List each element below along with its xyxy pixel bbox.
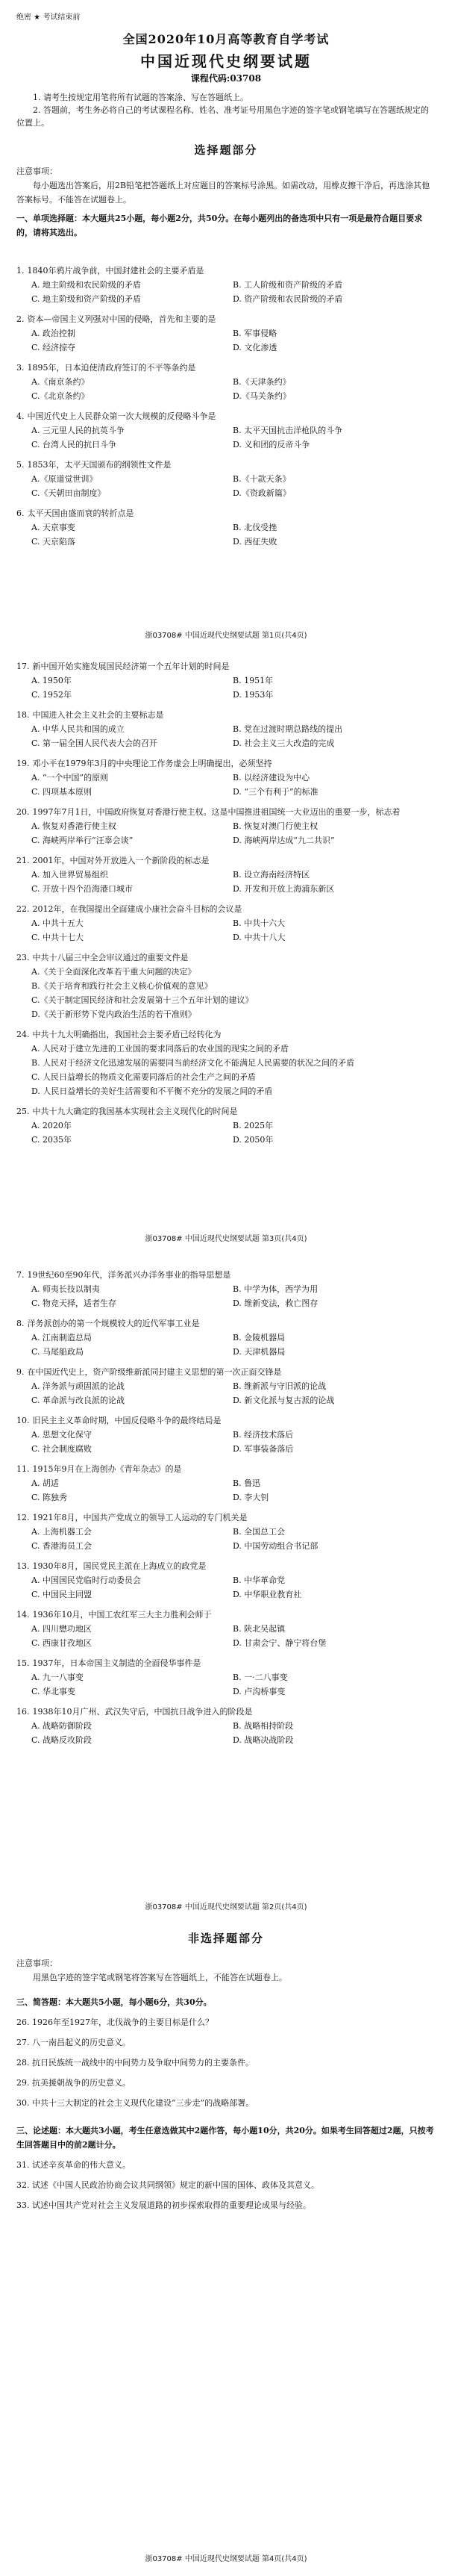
question-stem: 1997年7月1日，中国政府恢复对香港行使主权。这是中国推进祖国统一大业迈出的重要一步，标志着 — [32, 807, 401, 817]
answer-option: B. 战略相持阶段 — [233, 1721, 294, 1731]
answer-option: C. 中国民主同盟 — [31, 1590, 92, 1599]
answer-option: D. 中华职业教育社 — [233, 1590, 302, 1599]
answer-option: D. 海峡两岸达成“九二共识” — [233, 836, 335, 845]
question-item — [16, 1462, 434, 1505]
answer-option: B. 中华革命党 — [233, 1575, 286, 1585]
answer-option: D. 文化渗透 — [233, 343, 277, 352]
answer-option: D. 社会主义三大改造的完成 — [233, 738, 335, 748]
question-stem: 1853年，太平天国颁布的纲领性文件是 — [27, 460, 172, 470]
question-stem: 1895年，日本迫使清政府签订的不平等条约是 — [27, 363, 196, 373]
question-number: 9. — [16, 1367, 25, 1377]
option-list — [16, 1331, 434, 1359]
question-stem: 1840年鸦片战争前，中国封建社会的主要矛盾是 — [27, 266, 204, 276]
answer-option: A. 胡适 — [31, 1478, 59, 1488]
question-number: 6. — [16, 508, 25, 518]
exam-title: 全国2020年10月高等教育自学考试 — [122, 32, 330, 46]
option-list — [16, 1428, 434, 1456]
question-item — [16, 1365, 434, 1407]
question-item — [16, 1705, 434, 1747]
answer-option: B. 金陵机器局 — [233, 1333, 286, 1343]
answer-option: C. 华北事变 — [31, 1687, 76, 1696]
answer-option: A. 2020年 — [31, 1121, 72, 1130]
option-list — [16, 868, 434, 896]
answer-option: C. 第一届全国人民代表大会的召开 — [31, 738, 158, 748]
answer-option: D. 战略决战阶段 — [233, 1735, 294, 1745]
question-number: 10. — [16, 1416, 30, 1425]
question-number: 14. — [16, 1610, 30, 1620]
answer-option: A. 上海机器工会 — [31, 1527, 92, 1537]
answer-option: B. 维新派与守旧派的论战 — [233, 1381, 327, 1391]
answer-option: B. 人民对于经济文化迅速发展的需要同当前经济文化不能满足人民需要的状况之间的矛盾 — [31, 1058, 355, 1068]
question-number: 1. — [16, 266, 25, 276]
answer-option: C. 1952年 — [31, 690, 72, 700]
answer-option: A. 洋务派与顽固派的论战 — [31, 1381, 125, 1391]
question-number: 20. — [16, 807, 30, 817]
answer-option: D. 中国劳动组合书记部 — [233, 1541, 318, 1551]
answer-option: D.《关于新形势下党内政治生活的若干准则》 — [31, 1009, 196, 1019]
answer-option: C. 物竞天择，适者生存 — [31, 1298, 117, 1308]
answer-option: D. 开发和开放上海浦东新区 — [233, 884, 335, 894]
answer-option: C. 战略反攻阶段 — [31, 1735, 92, 1745]
option-list — [16, 1379, 434, 1407]
question-stem: 中共十八届三中全会审议通过的重要文件是 — [32, 953, 189, 962]
answer-option: C. 陈独秀 — [31, 1493, 68, 1502]
answer-option: A. 中共十五大 — [31, 918, 84, 928]
question-item — [16, 805, 434, 847]
single-choice-heading: 一、单项选择题：本大题共25小题，每小题2分，共50分。在每小题列出的备选项中只有一项是最符合题目要求的，请将其选出。 — [16, 214, 423, 237]
question-stem: 中共十九大明确指出，我国社会主要矛盾已经转化为 — [32, 1030, 222, 1039]
essay-question: 32. 试述《中国人民政治协商会议共同纲领》规定的新中国的国体、政体及其意义。 — [16, 2180, 319, 2190]
option-list — [16, 916, 434, 945]
short-answer-question: 29. 抗美援朝战争的历史意义。 — [16, 2078, 131, 2088]
option-list — [16, 520, 434, 549]
question-stem: 1937年，日本帝国主义制造的全面侵华事件是 — [32, 1658, 201, 1668]
question-number: 5. — [16, 460, 25, 470]
question-number: 15. — [16, 1658, 30, 1668]
questions-group-c — [16, 1262, 434, 1747]
answer-option: A. 政治控制 — [31, 329, 75, 338]
question-number: 21. — [16, 856, 30, 865]
option-list — [16, 278, 434, 306]
question-item — [16, 1104, 434, 1147]
question-stem: 新中国开始实施发展国民经济第一个五年计划的时间是 — [32, 662, 230, 671]
answer-option: B. 工人阶级和资产阶级的矛盾 — [233, 280, 343, 290]
question-number: 17. — [16, 662, 30, 671]
question-stem: 洋务派创办的第一个规模较大的近代军事工业是 — [27, 1319, 200, 1328]
answer-option: C. 马尾船政局 — [31, 1347, 84, 1357]
answer-option: B. 一·二八事变 — [233, 1673, 288, 1682]
answer-option: A.《关于全面深化改革若干重大问题的决定》 — [31, 967, 196, 977]
option-list — [16, 1282, 434, 1310]
answer-option: D. 甘肃会宁、静宁将台堡 — [233, 1638, 327, 1648]
part2-title: 非选择题部分 — [187, 1932, 264, 1945]
essay-heading: 三、论述题：本大题共3小题，考生任意选做其中2题作答，每小题10分，共20分。如果考生回答超过2题，只按考生回答题目中的前2题计分。 — [16, 2126, 434, 2150]
answer-option: C. 革命派与改良派的论战 — [31, 1396, 125, 1405]
answer-option: A. 战略防御阶段 — [31, 1721, 92, 1731]
question-number: 23. — [16, 953, 30, 962]
answer-option: D.《资政新篇》 — [233, 488, 291, 498]
answer-option: C. 开放十四个沿海港口城市 — [31, 884, 134, 894]
answer-option: A. 恢复对香港行使主权 — [31, 821, 116, 831]
answer-option: C.《天朝田亩制度》 — [31, 488, 106, 498]
question-number: 13. — [16, 1561, 30, 1571]
answer-option: D. 卢沟桥事变 — [233, 1687, 286, 1696]
answer-option: D. 新文化派与复古派的论战 — [233, 1396, 335, 1405]
question-item — [16, 264, 434, 306]
answer-option: B. 以经济建设为中心 — [233, 773, 310, 783]
option-list — [16, 1042, 434, 1098]
option-list — [16, 1670, 434, 1699]
questions-group-a — [16, 258, 434, 549]
question-number: 24. — [16, 1030, 30, 1039]
answer-option: C.《北京条约》 — [31, 391, 90, 401]
question-item — [16, 853, 434, 896]
answer-option: A. 加入世界贸易组织 — [31, 870, 108, 880]
note-1: 1. 请考生按规定用笔将所有试题的答案涂、写在答题纸上。 — [33, 93, 248, 102]
question-item — [16, 1559, 434, 1602]
answer-option: D. 人民日益增长的美好生活需要和不平衡不充分的发展之间的矛盾 — [31, 1086, 273, 1096]
answer-option: D. 维新变法，救亡图存 — [233, 1298, 318, 1308]
question-number: 19. — [16, 759, 30, 768]
answer-option: A. 中国国民党临时行动委员会 — [31, 1575, 141, 1585]
part1-notice — [16, 164, 434, 240]
answer-option: B. 陕北吴起镇 — [233, 1624, 286, 1634]
answer-option: C.《关于制定国民经济和社会发展第十三个五年计划的建议》 — [31, 995, 254, 1005]
question-item — [16, 708, 434, 750]
answer-option: A. 中华人民共和国的成立 — [31, 724, 125, 734]
question-stem: 2012年，在我国提出全面建成小康社会奋斗目标的会议是 — [32, 904, 242, 914]
essay-question: 31. 试述辛亥革命的伟大意义。 — [16, 2160, 131, 2170]
answer-option: C. 地主阶级和资产阶级的矛盾 — [31, 294, 142, 304]
question-item — [16, 1608, 434, 1650]
answer-option: B.《十款天条》 — [233, 474, 291, 484]
question-item — [16, 506, 434, 549]
question-stem: 太平天国由盛而衰的转折点是 — [27, 508, 134, 518]
answer-option: C. 经济掠夺 — [31, 343, 76, 352]
answer-option: D. 资产阶级和农民阶级的矛盾 — [233, 294, 343, 304]
question-stem: 1915年9月在上海创办《青年杂志》的是 — [32, 1464, 182, 1474]
option-list — [16, 326, 434, 355]
short-answer-question: 30. 中共十三大制定的社会主义现代化建设“三步走”的战略部署。 — [16, 2098, 254, 2108]
essay-list — [16, 2158, 434, 2212]
question-item — [16, 1656, 434, 1699]
answer-option: B. 军事侵略 — [233, 329, 277, 338]
page-footer-2: 浙03708# 中国近现代史纲要试题 第2页(共4页) — [145, 1903, 307, 1911]
page-footer-3: 浙03708# 中国近现代史纲要试题 第3页(共4页) — [145, 1235, 307, 1243]
option-list — [16, 965, 434, 1021]
question-item — [16, 1027, 434, 1098]
answer-option: D. 义和团的反帝斗争 — [233, 440, 310, 449]
instructions — [16, 91, 434, 129]
option-list — [16, 819, 434, 847]
answer-option: B. 全国总工会 — [233, 1527, 286, 1537]
answer-option: D. 西征失败 — [233, 537, 277, 547]
question-stem: 旧民主主义革命时期，中国反侵略斗争的最终结局是 — [32, 1416, 222, 1425]
answer-option: B. 中共十六大 — [233, 918, 286, 928]
answer-option: A. 地主阶级和农民阶级的矛盾 — [31, 280, 141, 290]
answer-option: C. 香港海员工会 — [31, 1541, 92, 1551]
answer-option: B. 中学为体，西学为用 — [233, 1284, 318, 1294]
answer-option: D. “三个有利于”的标准 — [233, 787, 318, 797]
question-number: 4. — [16, 411, 25, 421]
question-stem: 中国近代史上人民群众第一次大规模的反侵略斗争是 — [27, 411, 216, 421]
answer-option: B.《关于培育和践行社会主义核心价值观的意见》 — [31, 981, 213, 991]
answer-option: D.《马关条约》 — [233, 391, 291, 401]
question-item — [16, 902, 434, 945]
answer-option: B. 设立海南经济特区 — [233, 870, 310, 880]
question-item — [16, 1268, 434, 1310]
answer-option: C. 四项基本原则 — [31, 787, 92, 797]
essay-question: 33. 试述中国共产党对社会主义发展道路的初步探索取得的重要理论成果与经验。 — [16, 2200, 311, 2210]
question-number: 8. — [16, 1319, 25, 1328]
question-item — [16, 1316, 434, 1359]
answer-option: B. 鲁迅 — [233, 1478, 261, 1488]
question-item — [16, 1511, 434, 1553]
option-list — [16, 1119, 434, 1147]
answer-option: D. 2050年 — [233, 1135, 274, 1145]
page-footer-4: 浙03708# 中国近现代史纲要试题 第4页(共4页) — [145, 2555, 307, 2563]
part2-content — [16, 1956, 434, 2212]
question-stem: 1930年8月，国民党民主派在上海成立的政党是 — [32, 1561, 207, 1571]
option-list — [16, 673, 434, 702]
option-list — [16, 1719, 434, 1747]
part1-title: 选择题部分 — [194, 143, 258, 157]
answer-option: A. “一个中国”的原则 — [31, 773, 109, 783]
note-2: 2. 答题前，考生务必将自己的考试课程名称、姓名、准考证号用黑色字迹的签字笔或钢笔填写在答题纸规定的位置上。 — [16, 105, 429, 128]
question-stem: 1936年10月，中国工农红军三大主力胜利会师于 — [32, 1610, 212, 1620]
notice-text: 每小题选出答案后，用2B铅笔把答题纸上对应题目的答案标号涂黑。如需改动，用橡皮擦干净后，再选涂其他答案标号。不能答在试题卷上。 — [16, 181, 430, 205]
answer-option: D. 军事装备落后 — [233, 1444, 294, 1454]
question-item — [16, 361, 434, 403]
answer-option: A. 四川懋功地区 — [31, 1624, 92, 1634]
short-answer-question: 26. 1926年至1927年，北伐战争的主要目标是什么？ — [16, 2017, 213, 2027]
answer-option: A. 天京事变 — [31, 523, 75, 532]
question-number: 18. — [16, 710, 30, 720]
short-answer-question: 28. 抗日民族统一战线中的中间势力及争取中间势力的主要条件。 — [16, 2058, 254, 2068]
question-stem: 资本—帝国主义列强对中国的侵略，首先和主要的是 — [27, 314, 216, 324]
answer-option: A. 江南制造总局 — [31, 1333, 92, 1343]
question-item — [16, 312, 434, 355]
question-stem: 邓小平在1979年3月的中央理论工作务虚会上明确提出，必须坚持 — [32, 759, 272, 768]
answer-option: C. 西康甘孜地区 — [31, 1638, 92, 1648]
answer-option: A.《南京条约》 — [31, 377, 90, 387]
question-item — [16, 659, 434, 702]
question-number: 3. — [16, 363, 25, 373]
answer-option: B. 经济技术落后 — [233, 1430, 294, 1440]
answer-option: B. 北伐受挫 — [233, 523, 277, 532]
answer-option: A. 师夷长技以制夷 — [31, 1284, 100, 1294]
answer-option: C. 人民日益增长的物质文化需要同落后的社会生产之间的矛盾 — [31, 1072, 257, 1082]
answer-option: C. 2035年 — [31, 1135, 72, 1145]
question-number: 2. — [16, 314, 25, 324]
question-number: 22. — [16, 904, 30, 914]
question-number: 25. — [16, 1107, 30, 1116]
answer-option: D. 天津机器局 — [233, 1347, 286, 1357]
answer-option: D. 1953年 — [233, 690, 274, 700]
answer-option: A. 三元里人民的抗英斗争 — [31, 426, 125, 435]
option-list — [16, 1622, 434, 1650]
question-stem: 中共十九大确定的我国基本实现社会主义现代化的时间是 — [32, 1107, 238, 1116]
question-stem: 1921年8月，中国共产党成立的领导工人运动的专门机关是 — [32, 1513, 248, 1522]
answer-option: C. 中共十七大 — [31, 933, 84, 942]
question-number: 16. — [16, 1707, 30, 1717]
answer-option: C. 海峡两岸举行“汪辜会谈” — [31, 836, 134, 845]
answer-option: C. 台湾人民的抗日斗争 — [31, 440, 117, 449]
option-list — [16, 423, 434, 452]
answer-option: C. 天京陷落 — [31, 537, 76, 547]
answer-option: A. 九一八事变 — [31, 1673, 84, 1682]
option-list — [16, 472, 434, 500]
question-item — [16, 409, 434, 452]
course-code: 课程代码:03708 — [190, 73, 262, 84]
answer-option: B. 太平天国抗击洋枪队的斗争 — [233, 426, 343, 435]
short-answer-list — [16, 2015, 434, 2110]
question-item — [16, 756, 434, 799]
question-stem: 1938年10月广州、武汉失守后，中国抗日战争进入的阶段是 — [32, 1707, 253, 1717]
short-answer-heading: 三、简答题：本大题共5小题，每小题6分，共30分。 — [16, 1997, 212, 2007]
question-item — [16, 951, 434, 1021]
subject-title: 中国近现代史纲要试题 — [140, 52, 312, 70]
answer-option: B.《天津条约》 — [233, 377, 291, 387]
answer-option: A. 思想文化保守 — [31, 1430, 92, 1440]
question-stem: 19世纪60至90年代，洋务派兴办洋务事业的指导思想是 — [27, 1270, 231, 1280]
notice-title-2: 注意事项： — [16, 1959, 57, 1968]
option-list — [16, 1573, 434, 1602]
answer-option: B. 党在过渡时期总路线的提出 — [233, 724, 343, 734]
answer-option: D. 李大钊 — [233, 1493, 269, 1502]
answer-option: B. 2025年 — [233, 1121, 274, 1130]
question-item — [16, 1413, 434, 1456]
answer-option: A. 人民对于建立先进的工业国的要求同落后的农业国的现实之间的矛盾 — [31, 1044, 289, 1054]
answer-option: B. 恢复对澳门行使主权 — [233, 821, 318, 831]
question-stem: 在中国近代史上，资产阶级维新派同封建主义思想的第一次正面交锋是 — [27, 1367, 282, 1377]
short-answer-question: 27. 八一南昌起义的历史意义。 — [16, 2038, 131, 2047]
option-list — [16, 722, 434, 750]
answer-option: B. 1951年 — [233, 676, 274, 685]
question-number: 11. — [16, 1464, 30, 1474]
option-list — [16, 1476, 434, 1505]
question-number: 12. — [16, 1513, 30, 1522]
confidential-tag: 绝密 ★ 考试结束前 — [16, 13, 81, 22]
answer-option: A. 1950年 — [31, 676, 72, 685]
question-item — [16, 458, 434, 500]
notice-text-2: 用黑色字迹的签字笔或钢笔将答案写在答题纸上，不能答在试题卷上。 — [33, 1973, 287, 1982]
question-number: 7. — [16, 1270, 25, 1280]
answer-option: D. 中共十八大 — [233, 933, 286, 942]
question-stem: 中国进入社会主义社会的主要标志是 — [32, 710, 164, 720]
answer-option: C. 社会制度腐败 — [31, 1444, 92, 1454]
option-list — [16, 1525, 434, 1553]
question-stem: 2001年，中国对外开放进入一个新阶段的标志是 — [32, 856, 210, 865]
option-list — [16, 375, 434, 403]
page-footer-1: 浙03708# 中国近现代史纲要试题 第1页(共4页) — [145, 632, 307, 640]
notice-title: 注意事项： — [16, 167, 57, 176]
answer-option: A.《原道觉世训》 — [31, 474, 98, 484]
questions-group-b — [16, 653, 434, 1147]
option-list — [16, 771, 434, 799]
